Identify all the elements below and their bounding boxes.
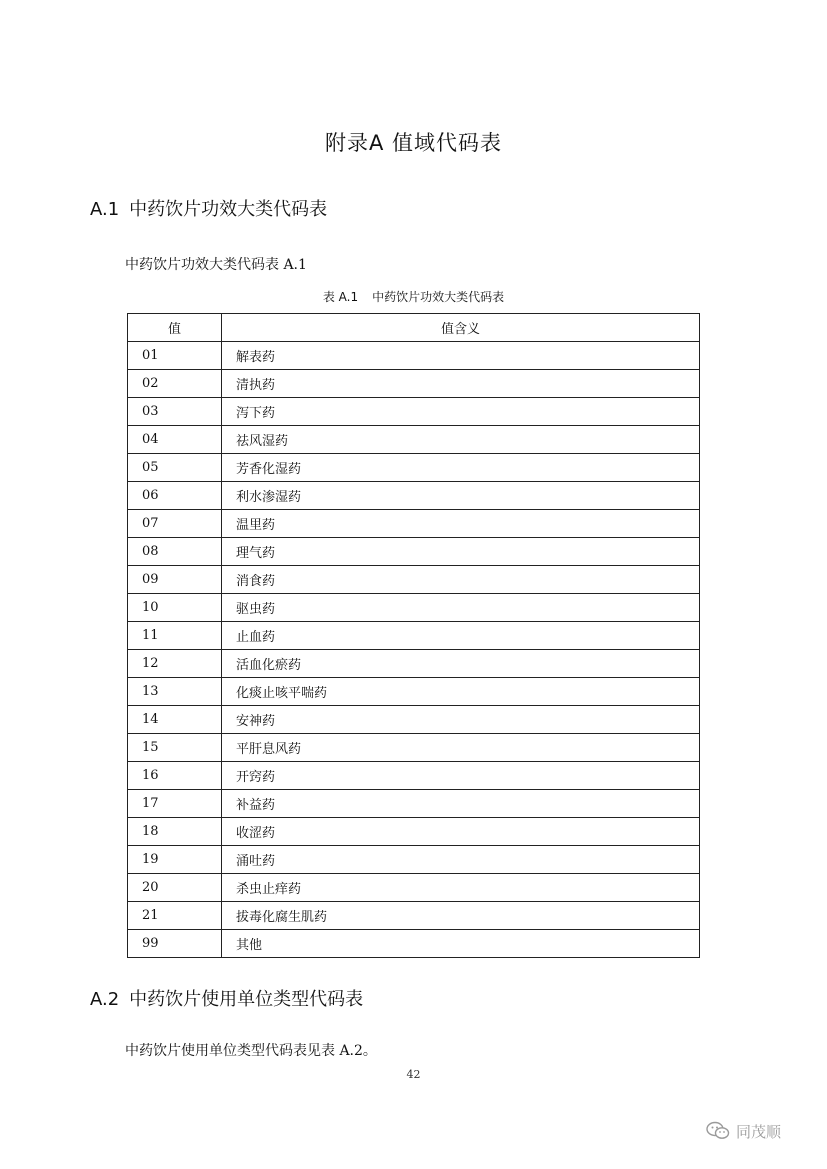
code-cell: 02 [128,370,222,398]
table-row [128,454,700,482]
table-row [128,510,700,538]
table-row [128,762,700,790]
code-cell: 07 [128,510,222,538]
meaning-cell: 祛风湿药 [222,426,700,454]
meaning-cell: 杀虫止痒药 [222,874,700,902]
code-cell: 99 [128,930,222,958]
table-row [128,902,700,930]
meaning-cell: 活血化瘀药 [222,650,700,678]
code-cell: 06 [128,482,222,510]
code-cell: 10 [128,594,222,622]
meaning-cell: 理气药 [222,538,700,566]
meaning-cell: 开窍药 [222,762,700,790]
meaning-cell: 驱虫药 [222,594,700,622]
meaning-cell: 其他 [222,930,700,958]
meaning-cell: 芳香化湿药 [222,454,700,482]
code-cell: 21 [128,902,222,930]
appendix-title: 附录A 值域代码表 [324,131,503,155]
table-row [128,846,700,874]
table-row [128,426,700,454]
meaning-cell: 平肝息风药 [222,734,700,762]
meaning-cell: 消食药 [222,566,700,594]
meaning-cell: 清执药 [222,370,700,398]
table-row [128,342,700,370]
section-a1-paragraph: 中药饮片功效大类代码表 A.1 [125,257,307,273]
meaning-cell: 化痰止咳平喘药 [222,678,700,706]
table-row [128,790,700,818]
code-cell: 16 [128,762,222,790]
watermark-text: 同茂顺 [736,1122,782,1141]
code-cell: 01 [128,342,222,370]
table-row [128,594,700,622]
code-cell: 04 [128,426,222,454]
table-row [128,538,700,566]
column-header-meaning: 值含义 [222,314,700,342]
table-row [128,874,700,902]
table-row [128,622,700,650]
section-title: 中药饮片功效大类代码表 [129,199,328,220]
section-number: A.2 [90,989,120,1010]
efficacy-code-table [127,313,700,958]
section-title: 中药饮片使用单位类型代码表 [129,989,364,1010]
watermark [706,1118,781,1144]
table-row [128,370,700,398]
meaning-cell: 拔毒化腐生肌药 [222,902,700,930]
code-cell: 03 [128,398,222,426]
code-cell: 13 [128,678,222,706]
section-number: A.1 [90,199,120,220]
code-cell: 05 [128,454,222,482]
section-a2-paragraph: 中药饮片使用单位类型代码表见表 A.2。 [125,1043,377,1059]
table-row [128,930,700,958]
table-caption-number: 表 A.1 [322,290,359,304]
code-cell: 11 [128,622,222,650]
code-cell: 08 [128,538,222,566]
meaning-cell: 补益药 [222,790,700,818]
code-cell: 20 [128,874,222,902]
table-row [128,678,700,706]
table-row [128,650,700,678]
table-row [128,706,700,734]
code-cell: 19 [128,846,222,874]
table-row [128,482,700,510]
table-row [128,818,700,846]
table-row [128,398,700,426]
code-cell: 09 [128,566,222,594]
meaning-cell: 解表药 [222,342,700,370]
table-caption [0,288,827,306]
section-heading-a2 [90,987,363,1013]
code-cell: 15 [128,734,222,762]
meaning-cell: 安神药 [222,706,700,734]
table-header-row [128,314,700,342]
section-heading-a1 [90,197,327,223]
code-cell: 12 [128,650,222,678]
table-body [128,342,700,958]
meaning-cell: 利水渗湿药 [222,482,700,510]
meaning-cell: 止血药 [222,622,700,650]
page-number: 42 [406,1068,421,1081]
table-caption-title: 中药饮片功效大类代码表 [372,290,505,304]
meaning-cell: 收涩药 [222,818,700,846]
column-header-code: 值 [128,314,222,342]
code-cell: 17 [128,790,222,818]
meaning-cell: 温里药 [222,510,700,538]
code-cell: 18 [128,818,222,846]
meaning-cell: 涌吐药 [222,846,700,874]
meaning-cell: 泻下药 [222,398,700,426]
table-row [128,566,700,594]
wechat-icon [706,1121,730,1141]
code-cell: 14 [128,706,222,734]
table-row [128,734,700,762]
